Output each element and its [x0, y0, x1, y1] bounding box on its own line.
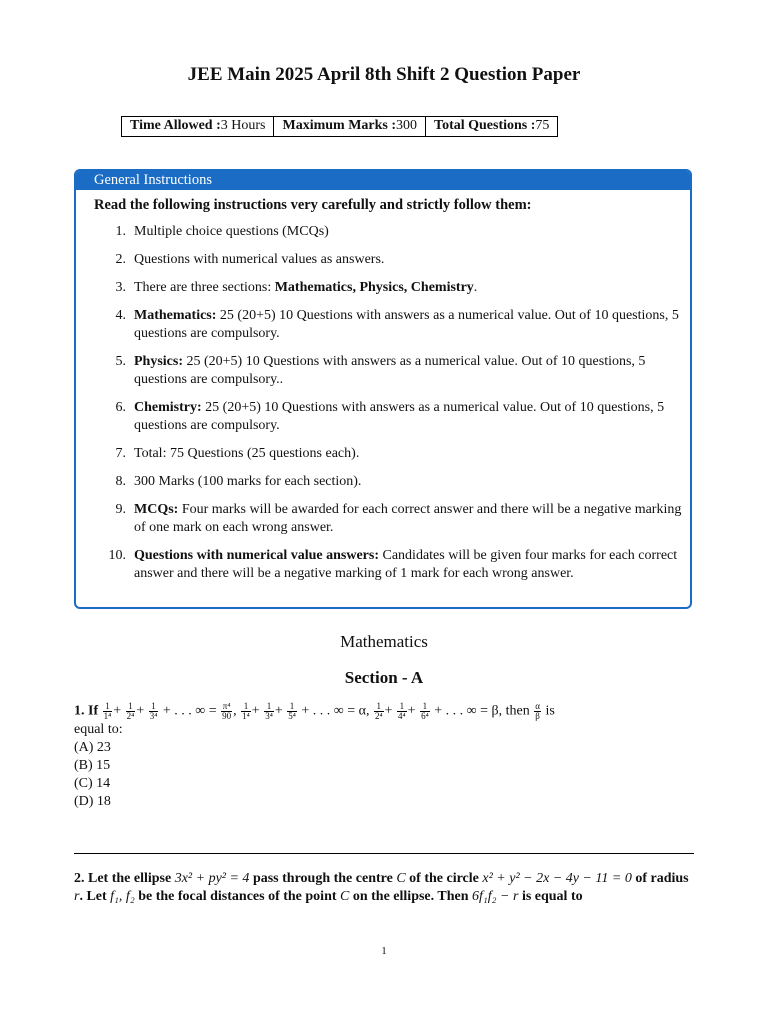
section-heading: Section - A: [344, 668, 424, 687]
time-allowed-value: 3 Hours: [220, 118, 266, 133]
page-number: 1: [381, 945, 387, 957]
instruction-text: Mathematics: 25 (20+5) 10 Questions with answers as a numerical value. Out of 10 questions, 5 questions are compulsory.: [134, 308, 679, 341]
fraction: $\frac{1}{\text{6⁴}}$: [421, 701, 429, 721]
instruction-number: 7.: [115, 446, 126, 461]
instruction-item: [98, 307, 684, 343]
instruction-item: [98, 399, 684, 435]
total-questions-cell: [426, 117, 557, 136]
instruction-text: There are three sections: Mathematics, Physics, Chemistry.: [134, 280, 478, 295]
instruction-number: 4.: [115, 308, 126, 323]
instruction-text: Questions with numerical value answers: Candidates will be given four marks for each correct answer and there will be a negative marking of 1 mark for each wrong answer.: [134, 548, 678, 581]
instruction-item: [98, 353, 684, 389]
total-questions-value: 75: [535, 118, 550, 133]
instruction-number: 8.: [115, 474, 126, 489]
maximum-marks-cell: [274, 117, 426, 136]
question-1-label: 1. If: [74, 703, 99, 719]
fraction: $\frac{1}{\text{3⁴}}$: [149, 701, 158, 721]
instructions-list: [98, 223, 684, 593]
instruction-item: [98, 445, 684, 463]
instruction-item: [98, 473, 684, 491]
instruction-item: [98, 279, 684, 297]
option-b: (B) 15: [74, 758, 111, 773]
fraction: $\frac{1}{\text{2⁴}}$: [126, 701, 135, 721]
question-divider: [74, 853, 694, 854]
fraction: $\frac{1}{\text{1⁴}}$: [103, 701, 112, 721]
time-allowed-cell: [122, 117, 274, 136]
is-text: is: [545, 703, 555, 719]
instruction-text: Physics: 25 (20+5) 10 Questions with answers as a numerical value. Out of 10 questions, 5 questions are compulsory..: [134, 354, 646, 387]
instruction-number: 1.: [115, 224, 126, 239]
paper-title: JEE Main 2025 April 8th Shift 2 Question Paper: [187, 64, 581, 85]
subject-heading: Mathematics: [340, 632, 428, 651]
instruction-item: [98, 251, 684, 269]
general-instructions-box: [74, 169, 692, 609]
series-b-tail: + . . . ∞ = α,: [301, 703, 370, 719]
fraction: $\frac{1}{\text{1⁴}}$: [242, 701, 250, 721]
ratio-fraction: $\frac{\alpha}{\beta}$: [535, 701, 540, 721]
question-1: 1. If $\frac{1}{\text{1⁴}}$ + $\frac{1}{\text{2⁴}}$ + $\frac{1}{\text{3⁴}}$ + . . . ∞ = $\frac{\text{π⁴}}{90}$ , $\frac{1}{\text{1⁴}}$ + $\frac{1}{\text{3⁴}}$ + $\frac{1}{\text{5⁴}}$ + . . . ∞ = α, $\frac{1}{\text{2⁴}}$ + $\frac{1}{\text{4⁴}}$ + $\frac{1}{\text{6⁴}}$ + . . . ∞ = β, then $\frac{\alpha}{\beta}$ is equal to: (A) 23 (B) 15 (C) 14 (D) 18: [74, 702, 694, 811]
option-c: (C) 14: [74, 776, 111, 791]
instruction-text: Multiple choice questions (MCQs): [134, 224, 329, 239]
series-a-tail: + . . . ∞ =: [162, 703, 217, 719]
maximum-marks-label: Maximum Marks :: [282, 118, 397, 133]
fraction: $\frac{1}{\text{4⁴}}$: [398, 701, 406, 721]
instruction-number: 6.: [115, 400, 126, 415]
instruction-item: [98, 223, 684, 241]
option-d: (D) 18: [74, 794, 111, 809]
equal-to-text: equal to:: [74, 722, 123, 737]
instruction-number: 5.: [115, 354, 126, 369]
exam-meta-table: [121, 116, 558, 137]
pi-fraction: $\frac{\text{π⁴}}{90}$: [222, 701, 232, 721]
fraction: $\frac{1}{\text{5⁴}}$: [288, 701, 296, 721]
total-questions-label: Total Questions :: [434, 118, 536, 133]
instruction-number: 2.: [115, 252, 126, 267]
instruction-text: Questions with numerical values as answers.: [134, 252, 385, 267]
maximum-marks-value: 300: [396, 118, 418, 133]
option-a: (A) 23: [74, 740, 111, 755]
instruction-item: [98, 547, 684, 583]
instruction-number: 9.: [115, 502, 126, 517]
instruction-item: [98, 501, 684, 537]
instruction-text: Chemistry: 25 (20+5) 10 Questions with answers as a numerical value. Out of 10 questions, 5 questions are compulsory.: [134, 400, 665, 433]
instruction-number: 3.: [115, 280, 126, 295]
instruction-text: Total: 75 Questions (25 questions each).: [134, 446, 360, 461]
fraction: $\frac{1}{\text{3⁴}}$: [265, 701, 273, 721]
question-2: 2. Let the ellipse 3x² + py² = 4 pass through the centre C of the circle x² + y² − 2x − 4y − 11 = 0 of radius r. Let f₁, f₂ be the focal distances of the point C on the ellipse. Then 6f₁f₂ − r is equal to: [74, 871, 689, 904]
instruction-text: 300 Marks (100 marks for each section).: [134, 474, 362, 489]
fraction: $\frac{1}{\text{2⁴}}$: [374, 701, 383, 721]
general-instructions-heading: General Instructions: [76, 171, 690, 190]
instruction-text: MCQs: Four marks will be awarded for each correct answer and there will be a negative marking of one mark on each wrong answer.: [134, 502, 682, 535]
time-allowed-label: Time Allowed :: [130, 118, 221, 133]
series-c-tail: + . . . ∞ = β, then: [434, 703, 530, 719]
instruction-number: 10.: [108, 548, 126, 563]
instructions-lead: Read the following instructions very carefully and strictly follow them:: [94, 197, 532, 213]
